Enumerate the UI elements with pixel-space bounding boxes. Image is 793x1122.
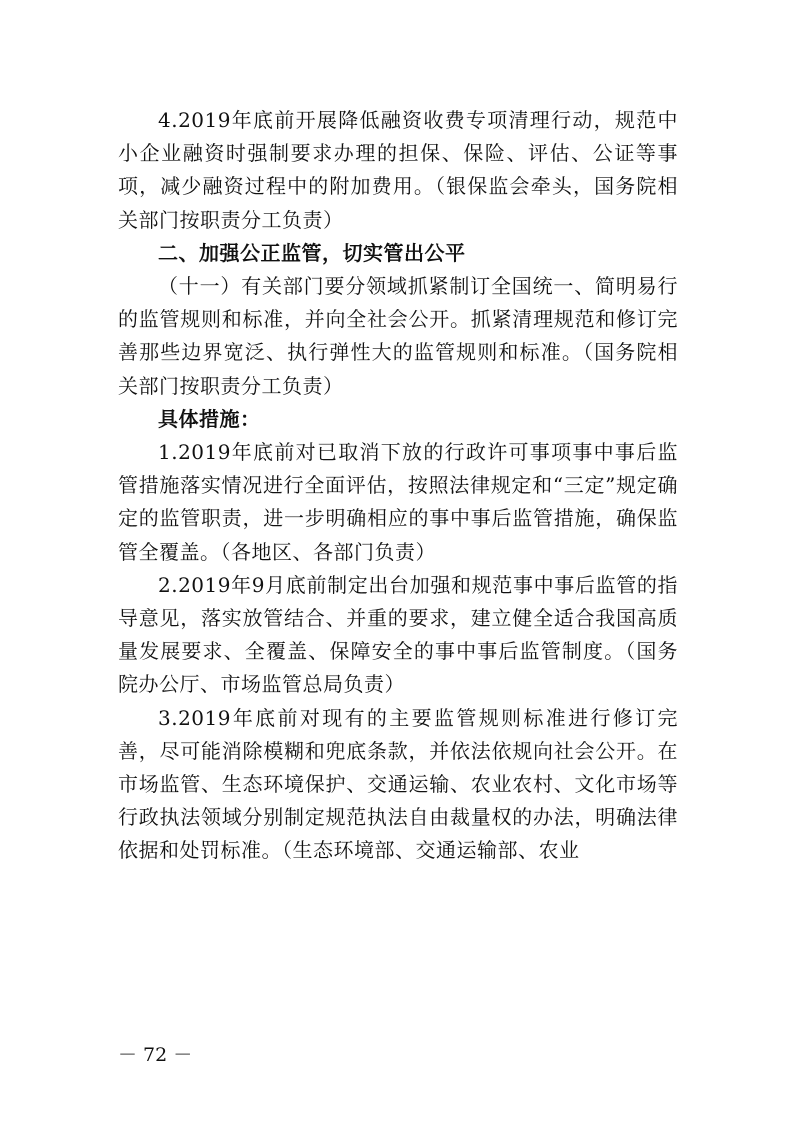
measures-title: 具体措施： [158, 406, 261, 431]
paragraph-measure-2: 2.2019年9月底前制定出台加强和规范事中事后监管的指导意见，落实放管结合、并重的要求，建立健全适合我国高质量发展要求、全覆盖、保障安全的事中事后监管制度。（国务院办公厅、市场监管总局负责） [118, 572, 678, 697]
paragraph-article-11: （十一）有关部门要分领域抓紧制订全国统一、简明易行的监管规则和标准，并向全社会公开。抓紧清理规范和修订完善那些边界宽泛、执行弹性大的监管规则和标准。（国务院相关部门按职责分工负责） [118, 274, 678, 398]
paragraph-measure-3: 3.2019年底前对现有的主要监管规则标准进行修订完善，尽可能消除模糊和兜底条款，并依法依规向社会公开。在市场监管、生态环境保护、交通运输、农业农村、文化市场等行政执法领域分别制定规范执法自由裁量权的办法，明确法律依据和处罚标准。（生态环境部、交通运输部、农业 [118, 705, 678, 863]
section-heading: 二、加强公正监管，切实管出公平 [158, 240, 466, 265]
paragraph-measure-1: 1.2019年底前对已取消下放的行政许可事项事中事后监管措施落实情况进行全面评估，按照法律规定和“三定”规定确定的监管职责，进一步明确相应的事中事后监管措施，确保监管全覆盖。（各地区、各部门负责） [118, 440, 678, 564]
paragraph-measure-4: 4.2019年底前开展降低融资收费专项清理行动，规范中小企业融资时强制要求办理的担保、保险、评估、公证等事项，减少融资过程中的附加费用。（银保监会牵头，国务院相关部门按职责分工负责） [118, 108, 678, 232]
page-number: － 72 － [118, 1044, 193, 1066]
page-content [118, 104, 678, 868]
